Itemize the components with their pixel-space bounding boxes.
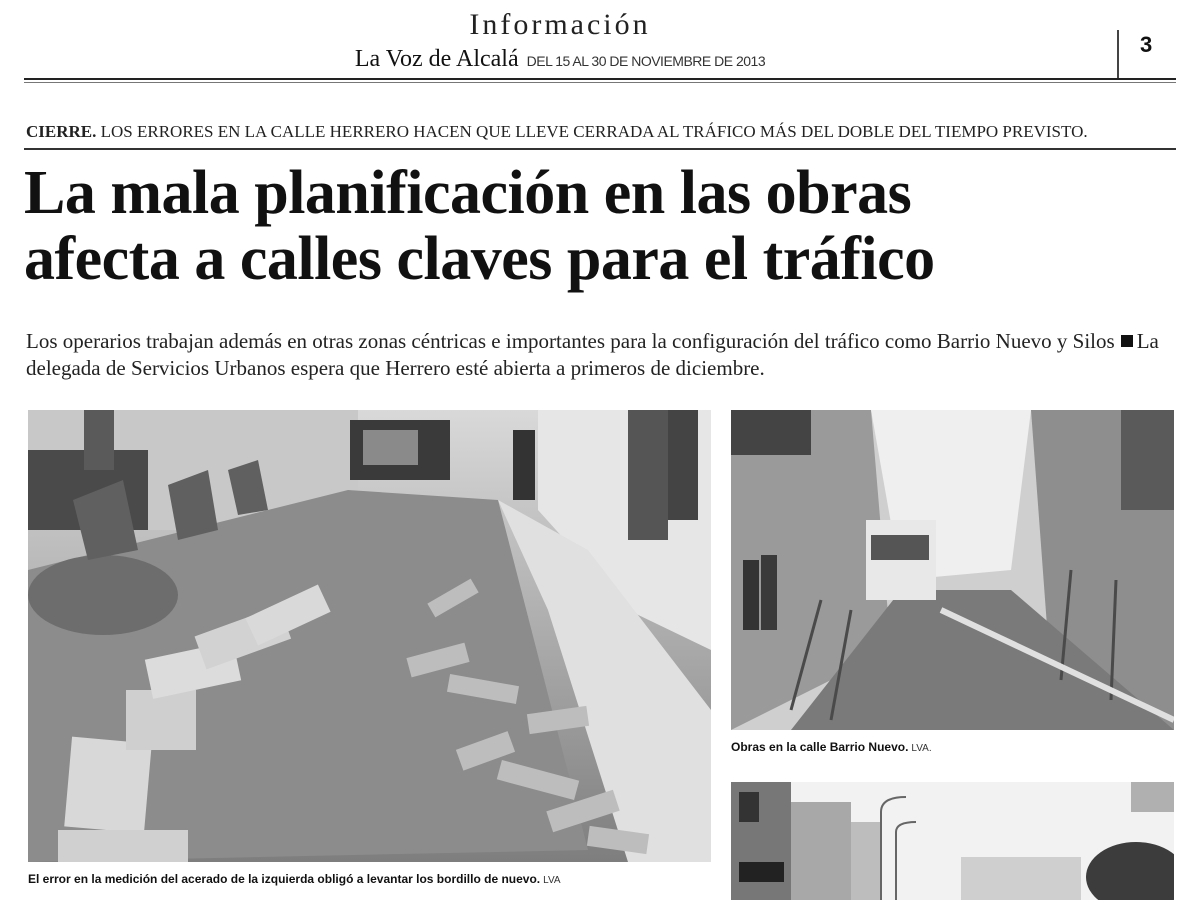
main-photo xyxy=(28,410,711,862)
main-photo-illustration xyxy=(28,410,711,862)
right-top-photo-illustration xyxy=(731,410,1174,730)
right-top-photo xyxy=(731,410,1174,730)
subhead-part-2: La delegada de Servicios Urbanos espera que Herrero esté abierta a primeros de diciembre. xyxy=(26,329,1159,380)
main-caption-text: El error en la medición del acerado de la izquierda obligó a levantar los bordillo de nuevo. xyxy=(28,872,541,886)
kicker-text: LOS ERRORES EN LA CALLE HERRERO HACEN QUE LLEVE CERRADA AL TRÁFICO MÁS DEL DOBLE DEL TIEMPO PREVISTO. xyxy=(100,122,1088,141)
right-top-photo-caption xyxy=(731,740,932,754)
main-photo-caption xyxy=(28,872,561,886)
masthead-section: Información xyxy=(469,8,651,41)
right-top-caption-text: Obras en la calle Barrio Nuevo. xyxy=(731,740,909,754)
masthead-divider xyxy=(1117,30,1119,78)
masthead-paper-line xyxy=(0,46,1120,73)
subhead xyxy=(26,328,1176,382)
masthead-rule-thin xyxy=(24,82,1176,83)
headline-line-2: afecta a calles claves para el tráfico xyxy=(24,225,935,293)
page-number: 3 xyxy=(1140,32,1153,57)
masthead-rule xyxy=(24,78,1176,80)
square-bullet-icon xyxy=(1121,335,1133,347)
kicker-rule xyxy=(24,148,1176,150)
headline-line-1: La mala planificación en las obras xyxy=(24,159,912,227)
paper-name: La Voz de Alcalá xyxy=(354,46,519,72)
main-photo-credit: LVA xyxy=(543,875,561,886)
kicker-label: CIERRE. xyxy=(26,122,97,141)
right-bottom-photo xyxy=(731,782,1174,900)
right-bottom-photo-illustration xyxy=(731,782,1174,900)
issue-date: DEL 15 AL 30 DE NOVIEMBRE DE 2013 xyxy=(526,53,766,69)
headline xyxy=(24,160,1184,292)
subhead-part-1: Los operarios trabajan además en otras zonas céntricas e importantes para la configuración del tráfico como Barrio Nuevo y Silos xyxy=(26,329,1115,353)
kicker xyxy=(26,122,1176,142)
right-top-photo-credit: LVA. xyxy=(911,743,932,754)
